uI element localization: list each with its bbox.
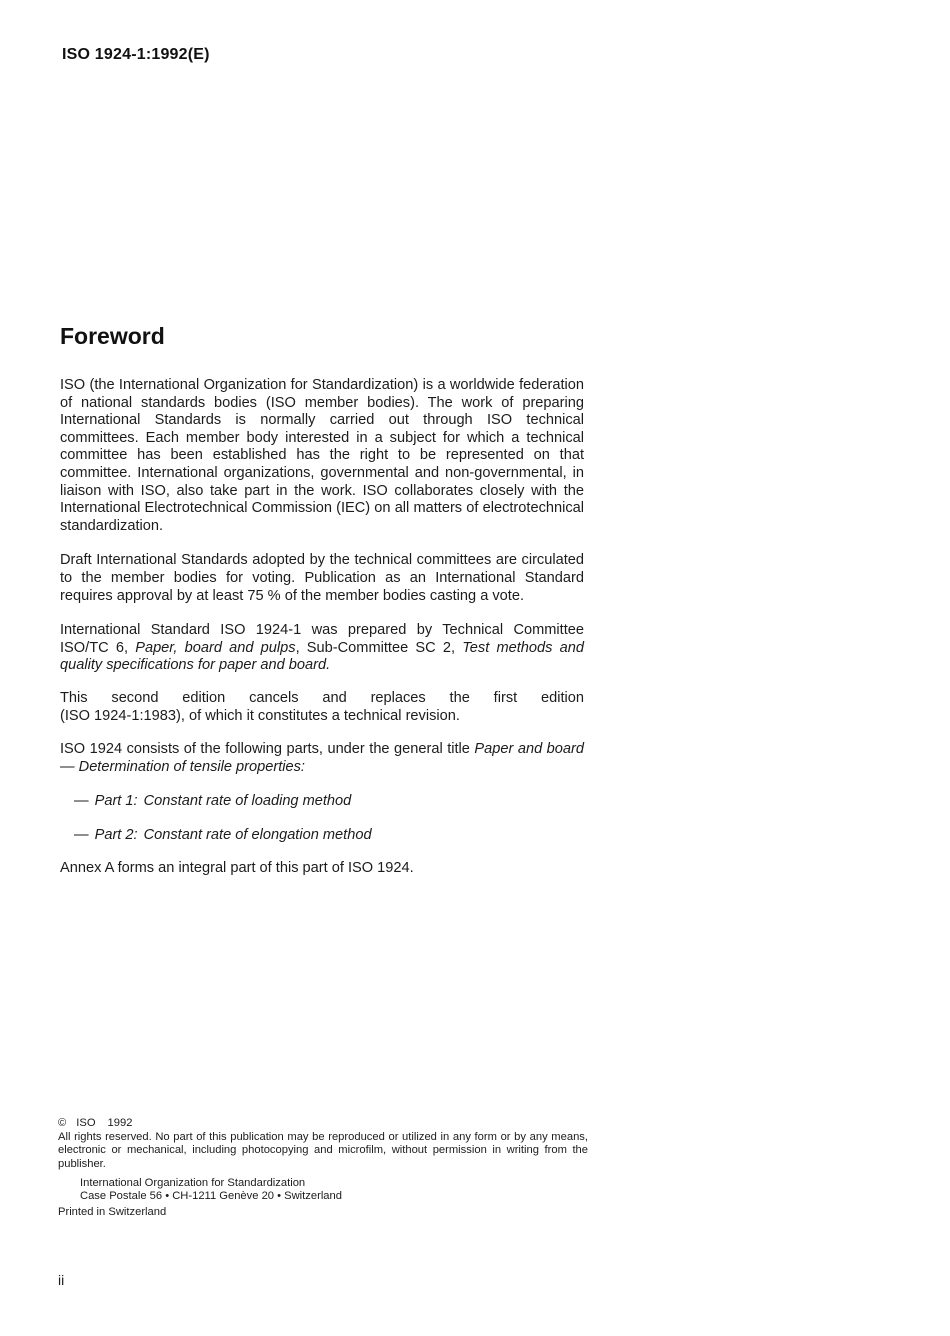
parts-intro-text: ISO 1924 consists of the following parts, under the general title	[60, 741, 470, 758]
part-title: Constant rate of loading method	[143, 793, 352, 810]
foreword-paragraph-edition	[60, 690, 584, 725]
foreword-paragraph-drafts: Draft International Standards adopted by the technical committees are circulated to the member bodies for voting. Publication as an International Standard requires approval by at least 75 % of the member bodies casting a vote.	[60, 552, 584, 604]
foreword-body	[60, 377, 584, 878]
part-list-item	[74, 827, 584, 845]
copyright-notice	[58, 1117, 588, 1219]
foreword-paragraph-annex: Annex A forms an integral part of this part of ISO 1924.	[60, 860, 414, 877]
part-label: Part 1:	[94, 793, 138, 810]
edition-word: first	[493, 689, 518, 706]
edition-word: and	[322, 689, 347, 706]
part-title: Constant rate of elongation method	[143, 826, 372, 843]
edition-word: cancels	[249, 689, 299, 706]
rights-statement: All rights reserved. No part of this publication may be reproduced or utilized in any form or by any means, electronic or mechanical, including photocopying and microfilm, without permission in writing from the publisher.	[58, 1131, 588, 1170]
edition-word: edition	[540, 689, 584, 706]
edition-word: replaces	[370, 689, 426, 706]
committee-title: Paper, board and pulps	[135, 639, 296, 656]
edition-line-2: (ISO 1924-1:1983), of which it constitutes a technical revision.	[60, 707, 460, 724]
address-line: International Organization for Standardization	[80, 1176, 306, 1189]
part-label: Part 2:	[94, 826, 138, 843]
list-dash: —	[74, 793, 89, 810]
prepared-by-text: International Standard ISO 1924-1 was prepared by Technical Committee ISO/TC 6,	[60, 622, 584, 656]
general-title: Paper and board — Determination of tensile properties:	[60, 741, 584, 775]
list-dash: —	[74, 826, 89, 843]
edition-word: edition	[182, 689, 226, 706]
subcommittee-text: , Sub-Committee SC 2,	[295, 639, 456, 656]
printed-in: Printed in Switzerland	[58, 1206, 167, 1219]
foreword-paragraph-iso: ISO (the International Organization for Standardization) is a worldwide federation of national standards bodies (ISO member bodies). The work of preparing International Standards is normally carried out through ISO technical committees. Each member body interested in a subject for which a technical committee has been established has the right to be represented on that committee. International organizations, governmental and non-governmental, in liaison with ISO, also take part in the work. ISO collaborates closely with the International Electrotechnical Commission (IEC) on all matters of electrotechnical standardization.	[60, 377, 584, 534]
edition-word: This	[60, 689, 88, 706]
edition-word: the	[449, 689, 470, 706]
page-number: ii	[58, 1272, 65, 1288]
document-identifier: ISO 1924-1:1992(E)	[62, 46, 210, 63]
edition-line-1	[60, 690, 584, 708]
publisher-address	[80, 1177, 588, 1203]
copyright-symbol: ©	[58, 1117, 67, 1129]
subcommittee-title: Test methods and quality specifications for paper and board.	[60, 639, 584, 674]
edition-word: second	[111, 689, 159, 706]
copyright-year: 1992	[107, 1117, 133, 1129]
copyright-org: ISO	[76, 1117, 96, 1129]
part-list-item	[74, 793, 584, 811]
foreword-heading: Foreword	[60, 323, 165, 349]
copyright-line	[58, 1117, 588, 1130]
foreword-paragraph-prepared-by	[60, 622, 584, 675]
foreword-paragraph-parts	[60, 741, 584, 776]
address-line: Case Postale 56 • CH-1211 Genève 20 • Switzerland	[80, 1190, 342, 1203]
